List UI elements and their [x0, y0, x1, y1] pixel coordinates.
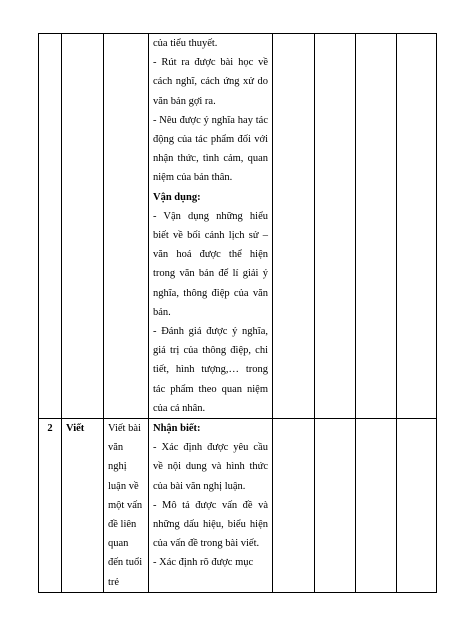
row-number: 2 — [39, 419, 62, 593]
empty-cell — [397, 419, 437, 593]
empty-cell — [356, 419, 397, 593]
empty-cell — [273, 34, 315, 419]
requirements-cell — [149, 419, 273, 593]
empty-cell — [315, 419, 356, 593]
unit-cell — [104, 34, 149, 419]
skill-cell — [62, 34, 104, 419]
requirement-text: - Vận dụng những hiểu biết về bối cảnh lịch sử – văn hoá được thể hiện trong văn bản để lí giải ý nghĩa, thông điệp của văn bản. — [153, 210, 268, 318]
requirement-text: - Đánh giá được ý nghĩa, giá trị của thông điệp, chi tiết, hình tượng,… trong tác phẩm theo quan niệm của cá nhân. — [153, 326, 268, 414]
empty-cell — [273, 419, 315, 593]
requirement-text: - Nêu được ý nghĩa hay tác động của tác phẩm đối với nhận thức, tình cảm, quan niệm của bản thân. — [153, 114, 268, 184]
skill-cell: Viết — [62, 419, 104, 593]
empty-cell — [397, 34, 437, 419]
level-heading: Nhận biết: — [153, 423, 201, 435]
row-number — [39, 34, 62, 419]
empty-cell — [356, 34, 397, 419]
requirement-text: - Rút ra được bài học về cách nghĩ, cách ứng xử do văn bản gợi ra. — [153, 57, 268, 107]
requirement-text: - Xác định được yêu cầu về nội dung và hình thức của bài văn nghị luận. — [153, 442, 268, 492]
requirement-text: của tiểu thuyết. — [153, 38, 218, 49]
level-heading: Vận dụng: — [153, 191, 201, 203]
requirement-text: - Mô tả được vấn đề và những dấu hiệu, biểu hiện của vấn đề trong bài viết. — [153, 499, 268, 550]
empty-cell — [315, 34, 356, 419]
table-row — [39, 419, 437, 593]
table-row — [39, 34, 437, 419]
requirement-text: - Xác định rõ được mục — [153, 557, 254, 569]
unit-cell: Viết bài văn nghị luận về một vấn đề liên quan đến tuổi trẻ — [104, 419, 149, 593]
requirements-cell — [149, 34, 273, 419]
specification-table — [38, 33, 437, 593]
